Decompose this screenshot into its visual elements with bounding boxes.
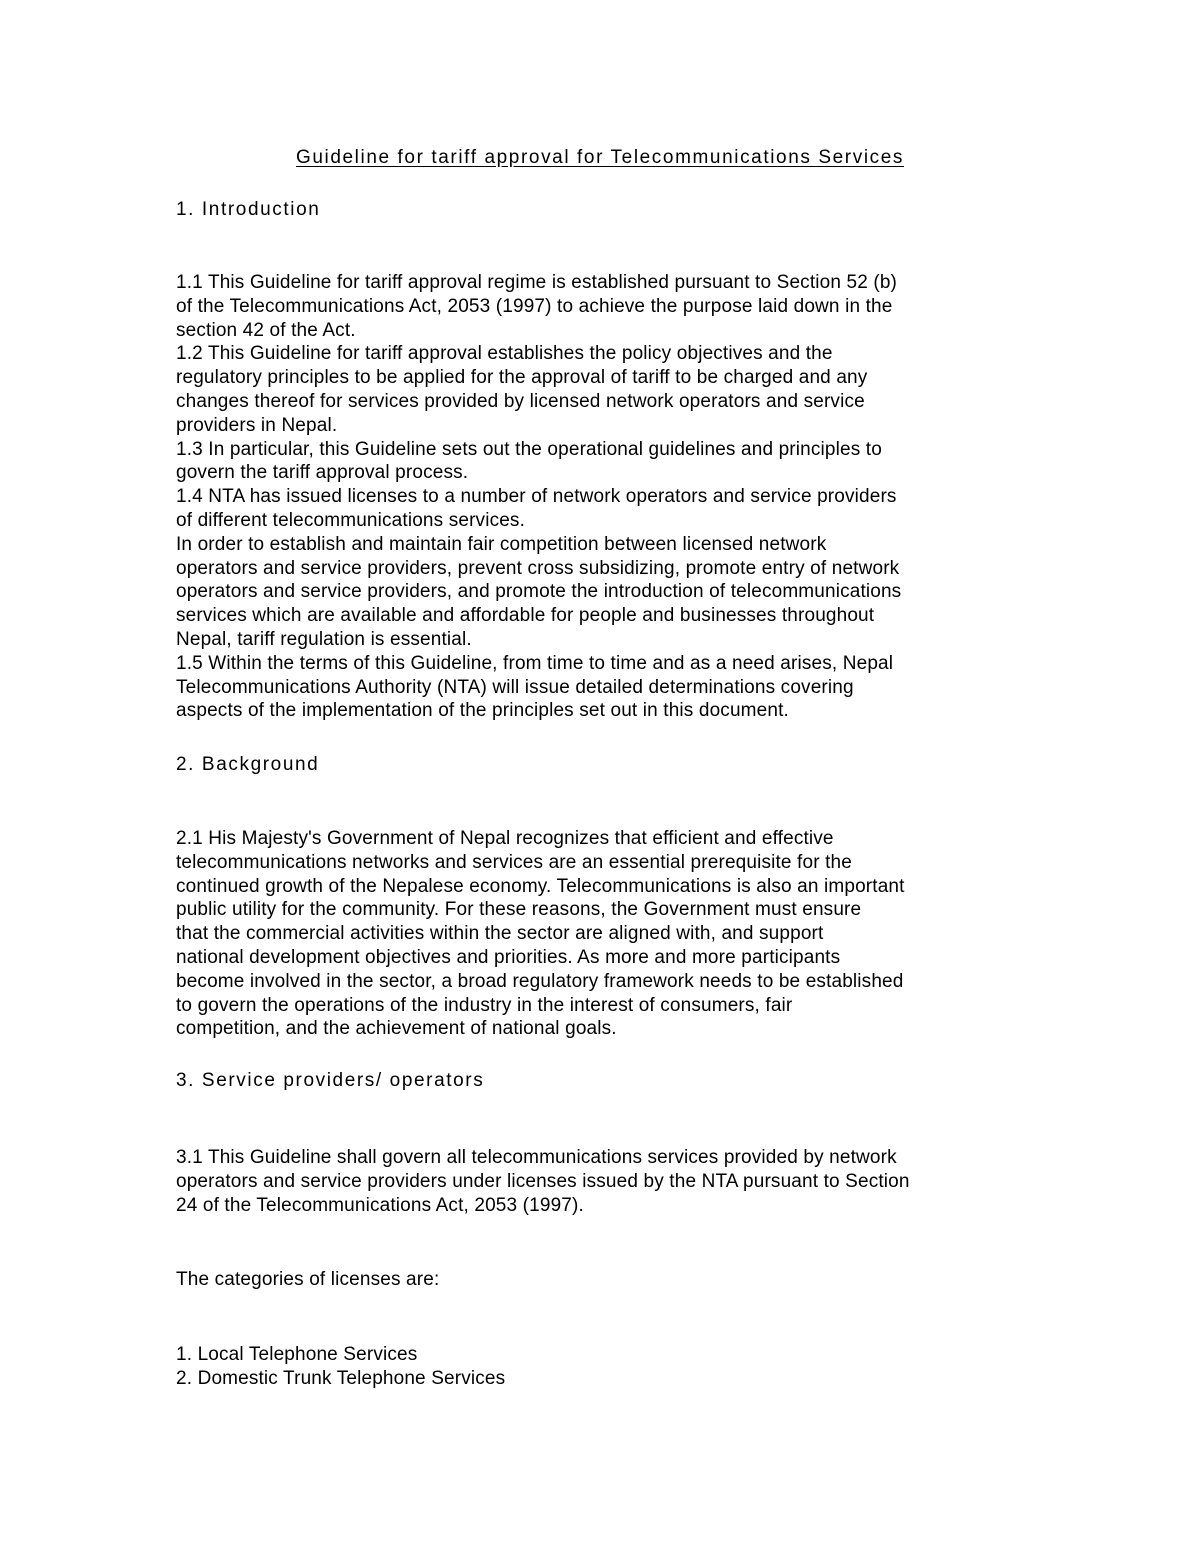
section-body-background: [176, 827, 1036, 1041]
text-line: of different telecommunications services.: [176, 509, 526, 531]
text-line: section 42 of the Act.: [176, 319, 356, 341]
section-body-introduction: [176, 271, 1036, 723]
text-line: become involved in the sector, a broad regulatory framework needs to be established: [176, 970, 904, 992]
text-line: that the commercial activities within the sector are aligned with, and support: [176, 923, 824, 945]
text-line: competition, and the achievement of national goals.: [176, 1018, 617, 1040]
text-line: operators and service providers, and promote the introduction of telecommunications: [176, 581, 902, 603]
text-line: public utility for the community. For these reasons, the Government must ensure: [176, 899, 862, 921]
text-line: 1.4 NTA has issued licenses to a number of network operators and service providers: [176, 486, 897, 508]
text-line: national development objectives and priorities. As more and more participants: [176, 946, 841, 968]
text-line: In order to establish and maintain fair competition between licensed network: [176, 533, 827, 555]
text-line: changes thereof for services provided by licensed network operators and service: [176, 390, 865, 412]
text-line: govern the tariff approval process.: [176, 462, 469, 484]
list-item: 2. Domestic Trunk Telephone Services: [176, 1367, 506, 1389]
text-line: to govern the operations of the industry in the interest of consumers, fair: [176, 994, 793, 1016]
text-line: 24 of the Telecommunications Act, 2053 (1997).: [176, 1194, 584, 1216]
list-item: 1. Local Telephone Services: [176, 1344, 418, 1365]
section-body-service-providers: [176, 1146, 1036, 1217]
section-heading-background: 2. Background: [176, 754, 320, 775]
text-line: 1.1 This Guideline for tariff approval regime is established pursuant to Section 52 (b): [176, 272, 898, 293]
text-line: regulatory principles to be applied for the approval of tariff to be charged and any: [176, 367, 868, 389]
text-line: 1.2 This Guideline for tariff approval establishes the policy objectives and the: [176, 343, 833, 365]
text-line: 3.1 This Guideline shall govern all telecommunications services provided by network: [176, 1147, 897, 1168]
document-title: Guideline for tariff approval for Telecommunications Services: [295, 147, 905, 168]
text-line: operators and service providers, prevent cross subsidizing, promote entry of network: [176, 557, 900, 579]
text-line: operators and service providers under licenses issued by the NTA pursuant to Section: [176, 1170, 910, 1192]
section-heading-introduction: 1. Introduction: [176, 199, 321, 220]
categories-list: [176, 1343, 1036, 1391]
text-line: continued growth of the Nepalese economy. Telecommunications is also an important: [176, 875, 905, 897]
text-line: 1.3 In particular, this Guideline sets out the operational guidelines and principles to: [176, 438, 882, 460]
text-line: providers in Nepal.: [176, 414, 338, 436]
section-heading-service-providers: 3. Service providers/ operators: [176, 1070, 485, 1091]
text-line: Telecommunications Authority (NTA) will issue detailed determinations covering: [176, 676, 854, 698]
text-line: services which are available and affordable for people and businesses throughout: [176, 605, 875, 627]
text-line: 2.1 His Majesty's Government of Nepal recognizes that efficient and effective: [176, 828, 834, 849]
categories-intro: [176, 1268, 1036, 1292]
text-line: Nepal, tariff regulation is essential.: [176, 628, 472, 650]
text-line: telecommunications networks and services are an essential prerequisite for the: [176, 851, 852, 873]
text-line: 1.5 Within the terms of this Guideline, from time to time and as a need arises, Nepal: [176, 652, 894, 674]
text-line: aspects of the implementation of the principles set out in this document.: [176, 700, 789, 722]
text-line: The categories of licenses are:: [176, 1269, 440, 1290]
text-line: of the Telecommunications Act, 2053 (1997) to achieve the purpose laid down in the: [176, 295, 893, 317]
